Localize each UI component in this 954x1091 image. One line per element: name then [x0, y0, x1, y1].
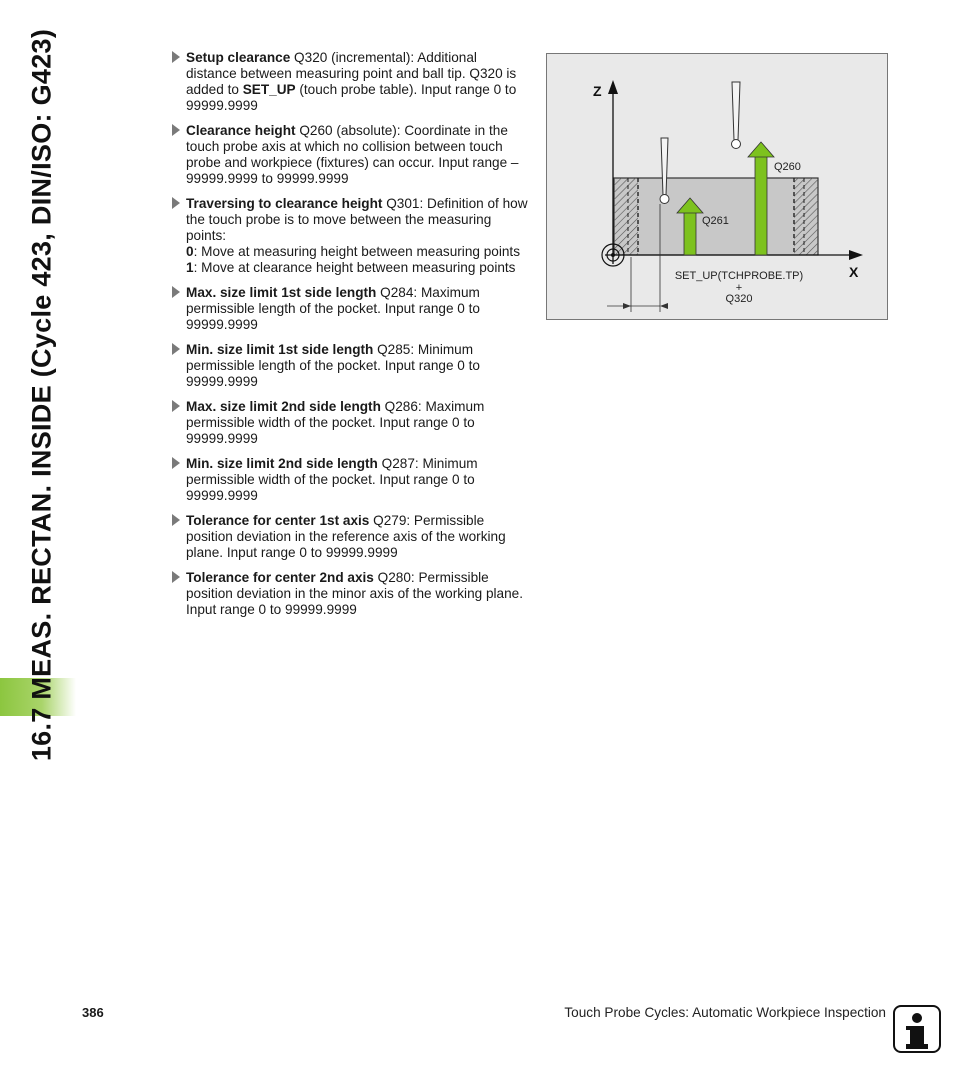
diagram-svg	[547, 54, 887, 319]
label-q320: Q320	[725, 293, 753, 305]
label-plus: +	[735, 282, 743, 294]
param-min-size-2nd	[172, 456, 530, 504]
param-name: Max. size limit 2nd side length	[186, 399, 381, 414]
bullet-arrow-icon	[172, 124, 180, 136]
workpiece-wall-right	[794, 178, 818, 255]
param-desc: Q286: Maximum permissible width of the pocket. Input range 0 to 99999.9999	[186, 399, 485, 446]
probe-upper-icon	[732, 82, 740, 140]
option-key: 1	[186, 260, 194, 275]
parameter-list	[172, 50, 530, 627]
param-desc: Q279: Permissible position deviation in the reference axis of the working plane. Input range 0 to 99999.9999	[186, 513, 506, 560]
arrow-q260-shaft	[755, 155, 767, 255]
label-q261: Q261	[702, 215, 729, 227]
param-min-size-1st	[172, 342, 530, 390]
bullet-arrow-icon	[172, 286, 180, 298]
param-desc-cont: (touch probe table). Input range 0 to 99999.9999	[186, 82, 517, 113]
param-tol-center-2nd	[172, 570, 530, 618]
param-name: Tolerance for center 1st axis	[186, 513, 370, 528]
bullet-arrow-icon	[172, 400, 180, 412]
bullet-arrow-icon	[172, 514, 180, 526]
bullet-arrow-icon	[172, 197, 180, 209]
bullet-arrow-icon	[172, 457, 180, 469]
option-text: : Move at clearance height between measuring points	[193, 260, 516, 275]
param-name: Tolerance for center 2nd axis	[186, 570, 374, 585]
page-number: 386	[82, 1005, 104, 1020]
param-clearance-height	[172, 123, 530, 187]
param-tol-center-1st	[172, 513, 530, 561]
bullet-arrow-icon	[172, 571, 180, 583]
workpiece-wall-left	[614, 178, 638, 255]
param-desc: Q320 (incremental): Additional distance between measuring point and ball tip. Q320 is added to	[186, 50, 517, 97]
param-name: Traversing to clearance height	[186, 196, 383, 211]
axis-z-label: Z	[593, 83, 602, 99]
param-name: Min. size limit 2nd side length	[186, 456, 378, 471]
label-setup: SET_UP(TCHPROBE.TP)	[674, 270, 804, 282]
param-setup-clearance	[172, 50, 530, 114]
param-name: Min. size limit 1st side length	[186, 342, 374, 357]
param-desc: Q285: Minimum permissible length of the pocket. Input range 0 to 99999.9999	[186, 342, 480, 389]
bullet-arrow-icon	[172, 343, 180, 355]
chapter-title: 16.7 MEAS. RECTAN. INSIDE (Cycle 423, DIN/ISO: G423)	[26, 28, 57, 762]
arrow-q261-shaft	[684, 211, 696, 255]
param-desc: Q284: Maximum permissible length of the pocket. Input range 0 to 99999.9999	[186, 285, 480, 332]
param-name: Max. size limit 1st side length	[186, 285, 377, 300]
info-icon	[893, 1005, 941, 1053]
param-name: Setup clearance	[186, 50, 291, 65]
param-desc: Q260 (absolute): Coordinate in the touch probe axis at which no collision between touch probe and workpiece (fixtures) can occur. Input range –99999.9999 to 99999.9999	[186, 123, 519, 186]
arrow-q260-head	[748, 142, 774, 157]
option-key: 0	[186, 244, 194, 259]
cycle-diagram	[546, 53, 888, 320]
param-max-size-2nd	[172, 399, 530, 447]
label-q260: Q260	[774, 161, 801, 173]
param-desc: Q280: Permissible position deviation in the minor axis of the working plane. Input range 0 to 99999.9999	[186, 570, 524, 617]
axis-x-label: X	[849, 264, 859, 280]
param-traversing	[172, 196, 530, 276]
param-desc: Q287: Minimum permissible width of the pocket. Input range 0 to 99999.9999	[186, 456, 478, 503]
param-keyword: SET_UP	[242, 82, 296, 97]
bullet-arrow-icon	[172, 51, 180, 63]
param-name: Clearance height	[186, 123, 296, 138]
option-text: : Move at measuring height between measuring points	[193, 244, 520, 259]
footer-title: Touch Probe Cycles: Automatic Workpiece Inspection	[564, 1005, 886, 1020]
param-max-size-1st	[172, 285, 530, 333]
param-desc: Q301: Definition of how the touch probe is to move between the measuring points:	[186, 196, 528, 243]
